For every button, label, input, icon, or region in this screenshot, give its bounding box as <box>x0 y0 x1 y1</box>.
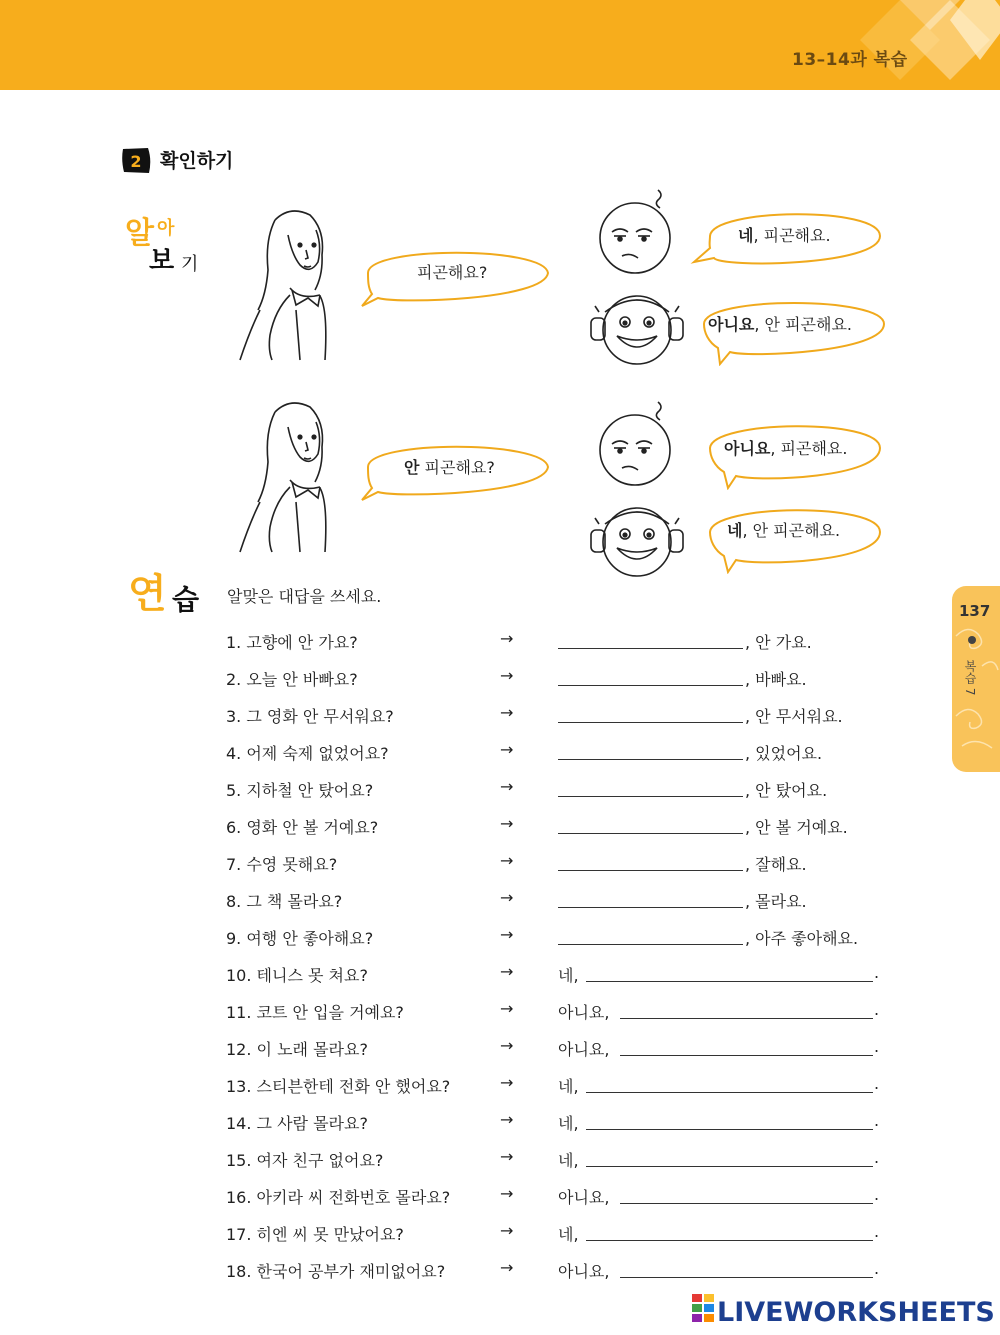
answer-prefix-15: 네, <box>558 1151 579 1170</box>
answer-suffix-8: , 몰라요. <box>745 892 807 911</box>
arrow-icon: → <box>500 999 514 1018</box>
answer-blank-6[interactable] <box>558 833 743 834</box>
exercise-row-9 <box>0 926 1000 956</box>
exercise-row-18 <box>0 1259 1000 1289</box>
question-9: 9. 여행 안 좋아해요? <box>226 929 374 948</box>
question-7: 7. 수영 못해요? <box>226 855 338 874</box>
answer-blank-2[interactable] <box>558 685 743 686</box>
question-15: 15. 여자 친구 없어요? <box>226 1151 384 1170</box>
answer-blank-14[interactable] <box>586 1129 873 1130</box>
arrow-icon: → <box>500 629 514 648</box>
arrow-icon: → <box>500 1221 514 1240</box>
practice-heading-char-2: 습 <box>172 583 200 616</box>
answer-blank-8[interactable] <box>558 907 743 908</box>
alabogi-char-1: 알 <box>125 216 154 251</box>
page-number: 137 <box>959 602 991 620</box>
tired-face-icon-2 <box>598 398 678 490</box>
answer-prefix-18: 아니요, <box>558 1262 610 1281</box>
exercise-row-8 <box>0 889 1000 919</box>
answer-suffix-6: , 안 볼 거예요. <box>745 818 848 837</box>
woman-illustration-1 <box>230 200 340 365</box>
arrow-icon: → <box>500 1110 514 1129</box>
chapter-title: 13–14과 복습 <box>792 50 908 70</box>
answer-blank-11[interactable] <box>620 1018 873 1019</box>
alabogi-char-4: 기 <box>181 254 199 275</box>
question-2: 2. 오늘 안 바빠요? <box>226 670 358 689</box>
question-text-2: 안 피곤해요? <box>404 458 495 477</box>
woman-illustration-2 <box>230 392 340 557</box>
exercise-row-5 <box>0 778 1000 808</box>
answer-blank-7[interactable] <box>558 870 743 871</box>
question-18: 18. 한국어 공부가 재미없어요? <box>226 1262 446 1281</box>
exercise-row-14 <box>0 1111 1000 1141</box>
answer-suffix-1: , 안 가요. <box>745 633 812 652</box>
answer-prefix-11: 아니요, <box>558 1003 610 1022</box>
answer-blank-15[interactable] <box>586 1166 873 1167</box>
liveworksheets-logo-text[interactable]: LIVEWORKSHEETS <box>717 1297 995 1328</box>
answer-end-14: . <box>874 1111 880 1130</box>
answer-prefix-12: 아니요, <box>558 1040 610 1059</box>
answer-blank-18[interactable] <box>620 1277 873 1278</box>
arrow-icon: → <box>500 851 514 870</box>
exercise-row-4 <box>0 741 1000 771</box>
question-16: 16. 아키라 씨 전화번호 몰라요? <box>226 1188 451 1207</box>
question-12: 12. 이 노래 몰라요? <box>226 1040 368 1059</box>
answer-end-15: . <box>874 1148 880 1167</box>
arrow-icon: → <box>500 888 514 907</box>
question-17: 17. 히엔 씨 못 만났어요? <box>226 1225 404 1244</box>
question-1: 1. 고향에 안 가요? <box>226 633 358 652</box>
arrow-icon: → <box>500 925 514 944</box>
practice-instruction: 알맞은 대답을 쓰세요. <box>227 587 382 606</box>
question-14: 14. 그 사람 몰라요? <box>226 1114 368 1133</box>
answer-blank-9[interactable] <box>558 944 743 945</box>
section-title: 확인하기 <box>160 150 234 172</box>
answer-prefix-14: 네, <box>558 1114 579 1133</box>
answer-text-2b: 네, 안 피곤해요. <box>727 521 841 540</box>
exercise-row-15 <box>0 1148 1000 1178</box>
answer-blank-13[interactable] <box>586 1092 873 1093</box>
arrow-icon: → <box>500 1184 514 1203</box>
answer-suffix-3: , 안 무서워요. <box>745 707 843 726</box>
answer-end-12: . <box>874 1037 880 1056</box>
exercise-row-7 <box>0 852 1000 882</box>
arrow-icon: → <box>500 1258 514 1277</box>
exercise-row-3 <box>0 704 1000 734</box>
alabogi-heading <box>125 208 215 278</box>
answer-end-18: . <box>874 1259 880 1278</box>
question-13: 13. 스티븐한테 전화 안 했어요? <box>226 1077 451 1096</box>
answer-suffix-2: , 바빠요. <box>745 670 807 689</box>
practice-heading-char-1: 연 <box>128 571 167 617</box>
arrow-icon: → <box>500 777 514 796</box>
answer-end-17: . <box>874 1222 880 1241</box>
question-5: 5. 지하철 안 탔어요? <box>226 781 374 800</box>
answer-blank-5[interactable] <box>558 796 743 797</box>
question-11: 11. 코트 안 입을 거예요? <box>226 1003 404 1022</box>
happy-face-headphones-icon-2 <box>587 500 687 580</box>
answer-prefix-10: 네, <box>558 966 579 985</box>
arrow-icon: → <box>500 1036 514 1055</box>
exercise-row-13 <box>0 1074 1000 1104</box>
answer-text-1a: 네, 피곤해요. <box>738 226 831 245</box>
answer-end-11: . <box>874 1000 880 1019</box>
alabogi-char-3: 보 <box>149 246 175 276</box>
tired-face-icon <box>598 186 678 278</box>
answer-suffix-5: , 안 탔어요. <box>745 781 828 800</box>
exercise-row-6 <box>0 815 1000 845</box>
answer-prefix-13: 네, <box>558 1077 579 1096</box>
arrow-icon: → <box>500 666 514 685</box>
arrow-icon: → <box>500 1147 514 1166</box>
exercise-row-1 <box>0 630 1000 660</box>
bullet-dot-icon <box>968 636 976 644</box>
answer-text-1b: 아니요, 안 피곤해요. <box>708 315 852 334</box>
happy-face-headphones-icon <box>587 288 687 368</box>
arrow-icon: → <box>500 1073 514 1092</box>
side-tab-label: 복습 7 <box>963 660 977 696</box>
arrow-icon: → <box>500 814 514 833</box>
section-number-badge <box>119 145 153 175</box>
answer-blank-1[interactable] <box>558 648 743 649</box>
question-10: 10. 테니스 못 쳐요? <box>226 966 368 985</box>
answer-blank-3[interactable] <box>558 722 743 723</box>
question-4: 4. 어제 숙제 없었어요? <box>226 744 389 763</box>
answer-suffix-7: , 잘해요. <box>745 855 807 874</box>
question-text-1: 피곤해요? <box>417 263 488 282</box>
answer-text-2a: 아니요, 피곤해요. <box>724 439 848 458</box>
exercise-row-12 <box>0 1037 1000 1067</box>
answer-blank-16[interactable] <box>620 1203 873 1204</box>
liveworksheets-logo-icon <box>692 1294 716 1324</box>
answer-blank-17[interactable] <box>586 1240 873 1241</box>
arrow-icon: → <box>500 703 514 722</box>
exercise-row-11 <box>0 1000 1000 1030</box>
answer-suffix-4: , 있었어요. <box>745 744 823 763</box>
question-6: 6. 영화 안 볼 거예요? <box>226 818 379 837</box>
answer-end-16: . <box>874 1185 880 1204</box>
question-3: 3. 그 영화 안 무서워요? <box>226 707 394 726</box>
page-header <box>0 0 1000 90</box>
answer-blank-12[interactable] <box>620 1055 873 1056</box>
exercise-row-2 <box>0 667 1000 697</box>
exercise-row-10 <box>0 963 1000 993</box>
arrow-icon: → <box>500 740 514 759</box>
answer-blank-10[interactable] <box>586 981 873 982</box>
question-8: 8. 그 책 몰라요? <box>226 892 343 911</box>
alabogi-char-2: 아 <box>157 218 175 239</box>
arrow-icon: → <box>500 962 514 981</box>
answer-prefix-17: 네, <box>558 1225 579 1244</box>
answer-prefix-16: 아니요, <box>558 1188 610 1207</box>
exercise-row-16 <box>0 1185 1000 1215</box>
answer-end-10: . <box>874 963 880 982</box>
answer-suffix-9: , 아주 좋아해요. <box>745 929 859 948</box>
section-number: 2 <box>130 152 142 171</box>
answer-blank-4[interactable] <box>558 759 743 760</box>
exercise-row-17 <box>0 1222 1000 1252</box>
answer-end-13: . <box>874 1074 880 1093</box>
